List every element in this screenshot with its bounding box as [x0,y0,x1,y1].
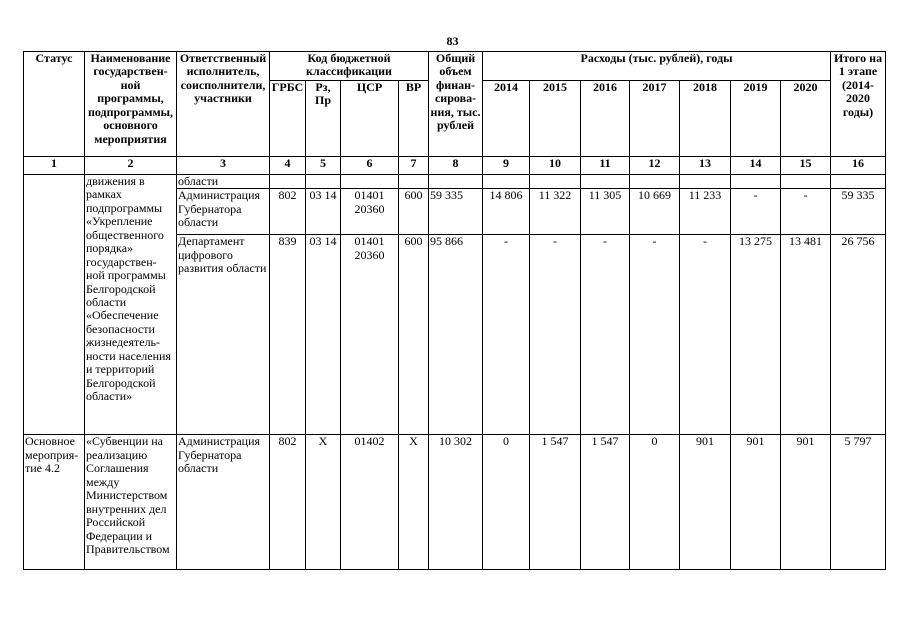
column-number: 2 [85,157,177,175]
column-number: 7 [399,157,429,175]
header-name: Наименование государствен-ной программы, подпрограммы, основного мероприятия [85,52,177,157]
column-number-row [24,157,886,175]
year-cell: - [630,235,680,435]
year-cell: - [530,235,581,435]
year-cell [731,175,781,189]
year-cell [530,175,581,189]
year-cell: 901 [680,435,731,570]
year-cell: 10 669 [630,189,680,235]
year-cell: 13 275 [731,235,781,435]
year-cell: 0 [630,435,680,570]
grbs-cell [270,175,306,189]
responsible-cell: области [177,175,270,189]
vr-cell: 600 [399,235,429,435]
header-year: 2014 [483,81,530,157]
header-responsible: Ответственный исполнитель, соисполнители, участники [177,52,270,157]
column-number: 9 [483,157,530,175]
header-year: 2018 [680,81,731,157]
year-cell: 1 547 [530,435,581,570]
vr-cell: Х [399,435,429,570]
year-cell: 901 [731,435,781,570]
status-cell [24,175,85,435]
year-cell: 901 [781,435,831,570]
column-number: 14 [731,157,781,175]
year-cell [781,175,831,189]
grbs-cell: 802 [270,189,306,235]
year-cell [630,175,680,189]
total-cell: 10 302 [429,435,483,570]
page-number: 83 [446,34,459,48]
header-row [24,52,886,81]
column-number: 5 [306,157,341,175]
csr-cell: 01402 [341,435,399,570]
header-expenses: Расходы (тыс. рублей), годы [483,52,831,81]
header-year: 2017 [630,81,680,157]
column-number: 8 [429,157,483,175]
year-cell [680,175,731,189]
measure-name-cell: «Субвенции на реализацию Соглашения между Министерством внутренних дел Российской Федерации и Правительством [85,435,177,570]
year-cell: 11 305 [581,189,630,235]
column-number: 3 [177,157,270,175]
column-number: 11 [581,157,630,175]
status-cell: Основное мероприя-тие 4.2 [24,435,85,570]
total-cell: 95 866 [429,235,483,435]
header-year: 2020 [781,81,831,157]
header-grbs: ГРБС [270,81,306,157]
column-number: 1 [24,157,85,175]
measure-name-cell: движения в рамках подпрограммы «Укрепление общественного порядка» государствен-ной программы Белгородской области «Обеспечение безопасности жизнедеятель-ности населения и территорий Белгородской области» [85,175,177,435]
year-cell: - [581,235,630,435]
csr-cell: 01401 20360 [341,235,399,435]
header-csr: ЦСР [341,81,399,157]
header-year: 2019 [731,81,781,157]
column-number: 12 [630,157,680,175]
rz-pr-cell: 03 14 [306,235,341,435]
year-cell: - [483,235,530,435]
header-year: 2016 [581,81,630,157]
year-cell: - [680,235,731,435]
responsible-cell: Администрация Губернатора области [177,189,270,235]
column-number: 15 [781,157,831,175]
year-cell [483,175,530,189]
header-status: Статус [24,52,85,157]
header-vr: ВР [399,81,429,157]
vr-cell [399,175,429,189]
year-cell: 0 [483,435,530,570]
column-number: 10 [530,157,581,175]
year-cell: 11 233 [680,189,731,235]
header-total-stage: Итого на 1 этапе (2014-2020 годы) [831,52,886,157]
year-cell: 11 322 [530,189,581,235]
year-cell: 13 481 [781,235,831,435]
responsible-cell: Департамент цифрового развития области [177,235,270,435]
total-cell: 59 335 [429,189,483,235]
year-cell: 14 806 [483,189,530,235]
rz-pr-cell: 03 14 [306,189,341,235]
header-total-volume: Общий объем финан-сирова-ния, тыс. рублей [429,52,483,157]
csr-cell [341,175,399,189]
stage-total-cell: 26 756 [831,235,886,435]
stage-total-cell: 5 797 [831,435,886,570]
column-number: 4 [270,157,306,175]
vr-cell: 600 [399,189,429,235]
header-rz-pr: Рз, Пр [306,81,341,157]
rz-pr-cell [306,175,341,189]
budget-table [23,51,886,570]
total-cell [429,175,483,189]
column-number: 6 [341,157,399,175]
year-cell [581,175,630,189]
year-cell: - [731,189,781,235]
stage-total-cell: 59 335 [831,189,886,235]
column-number: 16 [831,157,886,175]
header-year: 2015 [530,81,581,157]
grbs-cell: 839 [270,235,306,435]
table-row [24,435,886,570]
grbs-cell: 802 [270,435,306,570]
header-budget-code: Код бюджетной классификации [270,52,429,81]
rz-pr-cell: Х [306,435,341,570]
column-number: 13 [680,157,731,175]
stage-total-cell [831,175,886,189]
year-cell: 1 547 [581,435,630,570]
responsible-cell: Администрация Губернатора области [177,435,270,570]
csr-cell: 01401 20360 [341,189,399,235]
year-cell: - [781,189,831,235]
table-row [24,175,886,189]
